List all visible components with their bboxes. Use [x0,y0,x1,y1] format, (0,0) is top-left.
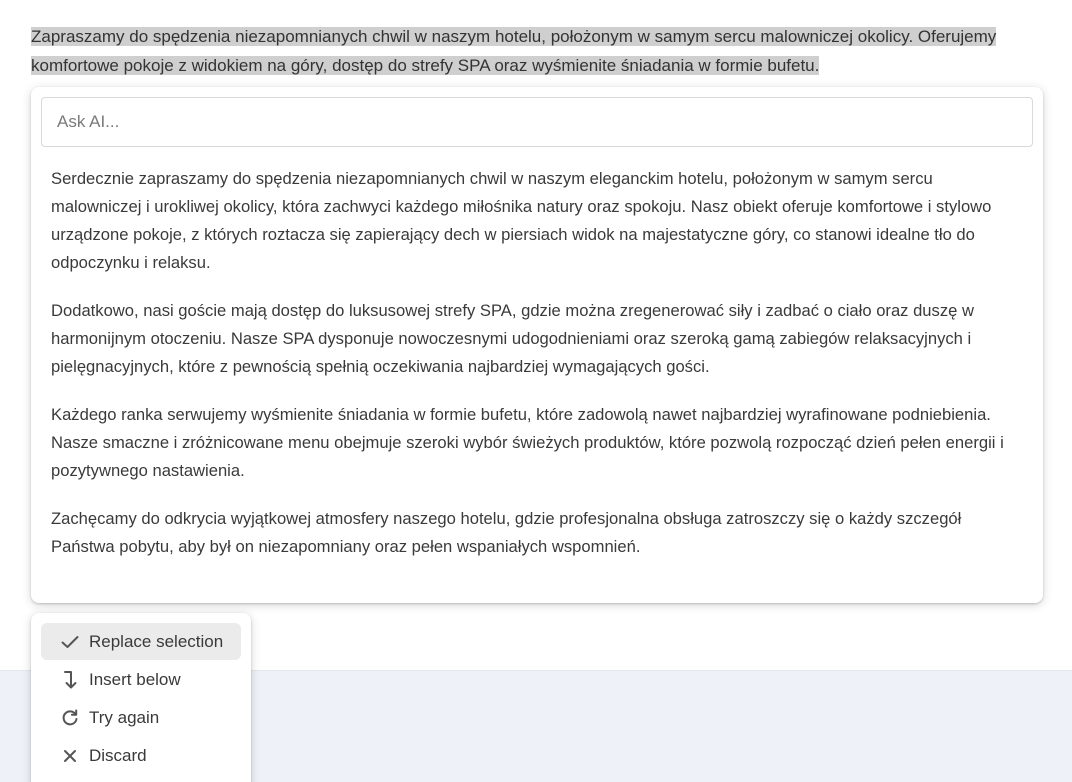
discard-button[interactable] [41,737,241,774]
checkmark-icon [61,632,79,652]
ai-response [51,165,1026,581]
ai-response-paragraph: Dodatkowo, nasi goście mają dostęp do luksusowej strefy SPA, gdzie można zregenerować siły i zadbać o ciało oraz duszę w harmonijnym otoczeniu. Nasze SPA dysponuje nowoczesnymi udogodnieniami oraz szeroką gamą zabiegów relaksacyjnych i pielęgnacyjnych, które z pewnością spełnią oczekiwania najbardziej wymagających gości. [51,301,974,376]
refresh-icon [61,708,79,728]
replace-selection-label: Replace selection [89,631,224,651]
insert-below-button[interactable] [41,661,241,698]
ai-assistant-panel [31,87,1043,603]
close-icon [61,746,79,766]
insert-below-label: Insert below [89,669,181,689]
ai-response-paragraph: Każdego ranka serwujemy wyśmienite śniadania w formie bufetu, które zadowolą nawet najbardziej wyrafinowane podniebienia. Nasze smaczne i zróżnicowane menu obejmuje szeroki wybór świeżych produktów, które pozwolą rozpocząć dzień pełen energii i pozytywnego nastawienia. [51,405,1004,480]
ai-response-paragraph: Zachęcamy do odkrycia wyjątkowej atmosfery naszego hotelu, gdzie profesjonalna obsługa zatroszczy się o każdy szczegół Państwa pobytu, aby był on niezapomniany oraz pełen wspaniałych wspomnień. [51,509,962,556]
ask-ai-input[interactable] [41,97,1033,147]
ai-response-paragraph: Serdecznie zapraszamy do spędzenia niezapomnianych chwil w naszym eleganckim hotelu, położonym w samym sercu malowniczej i urokliwej okolicy, która zachwyci każdego miłośnika natury oraz spokoju. Nasz obiekt oferuje komfortowe i stylowo urządzone pokoje, z których roztacza się zapierający dech w piersiach widok na majestatyczne góry, co stanowi idealne tło do odpoczynku i relaksu. [51,169,992,272]
arrow-down-turn-icon [61,670,79,690]
try-again-label: Try again [89,707,160,727]
replace-selection-button[interactable] [41,623,241,660]
selection-highlight[interactable]: Zapraszamy do spędzenia niezapomnianych chwil w naszym hotelu, położonym w samym sercu malowniczej okolicy. Oferujemy komfortowe pokoje z widokiem na góry, dostęp do strefy SPA oraz wyśmienite śniadania w formie bufetu. [31,27,997,75]
discard-label: Discard [89,745,147,765]
try-again-button[interactable] [41,699,241,736]
selected-paragraph[interactable] [31,22,1031,80]
ai-actions-menu [31,613,251,782]
